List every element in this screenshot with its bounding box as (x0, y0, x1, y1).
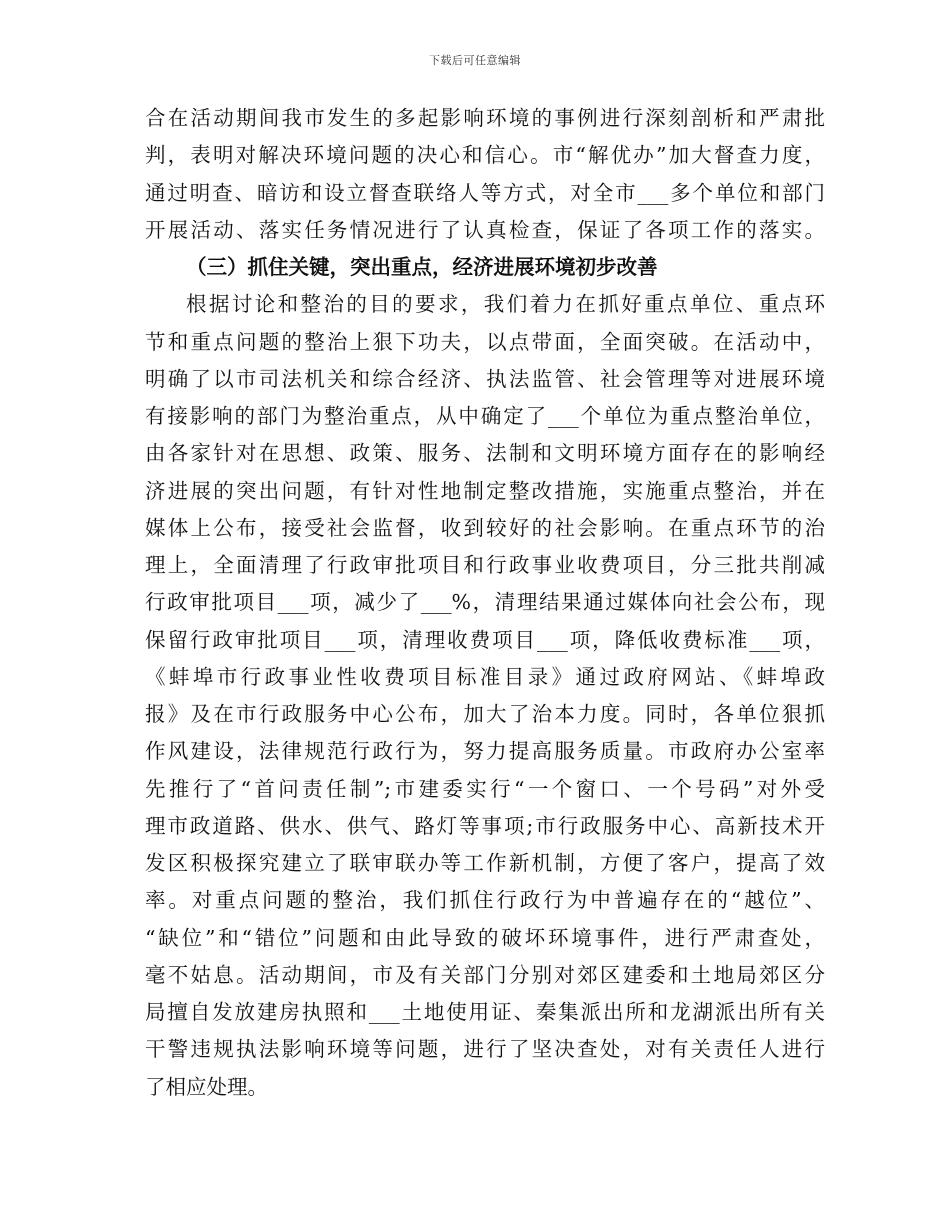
body-text-line: 报》及在市行政服务中心公布，加大了治本力度。同时，各单位狠抓 (145, 702, 825, 726)
body-text-line: 《蚌埠市行政事业性收费项目标准目录》通过政府网站、《蚌埠政 (145, 664, 825, 689)
body-text-line: 开展活动、落实任务情况进行了认真检查，保证了各项工作的落实。 (145, 217, 825, 242)
body-text-line: 毫不姑息。活动期间，市及有关部门分别对郊区建委和土地局郊区分 (145, 962, 825, 987)
body-text-line: 通过明查、暗访和设立督查联络人等方式，对全市___多个单位和部门 (145, 180, 825, 205)
body-text-line: 干警违规执法影响环境等问题，进行了坚决查处，对有关责任人进行 (145, 1037, 825, 1062)
body-text-line: 济进展的突出问题，有针对性地制定整改措施，实施重点整治，并在 (145, 478, 825, 503)
body-text-line: 媒体上公布，接受社会监督，收到较好的社会影响。在重点环节的治 (145, 515, 825, 540)
body-text-line: 了相应处理。 (145, 1074, 268, 1099)
body-text-line: 局擅自发放建房执照和___土地使用证、秦集派出所和龙湖派出所有关 (145, 1000, 825, 1024)
body-text-line: 先推行了“首问责任制”;市建委实行“一个窗口、一个号码”对外受 (145, 776, 825, 801)
body-text-line: 明确了以市司法机关和综合经济、执法监管、社会管理等对进展环境 (145, 366, 825, 391)
body-text-line: 理上，全面清理了行政审批项目和行政事业收费项目，分三批共削减 (145, 553, 825, 577)
body-text-line: “缺位”和“错位”问题和由此导致的破坏环境事件，进行严肃查处， (145, 925, 825, 950)
page-header-note: 下载后可任意编辑 (429, 54, 521, 67)
body-text-line: 合在活动期间我市发生的多起影响环境的事例进行深刻剖析和严肃批 (145, 106, 825, 130)
body-text-line: 率。对重点问题的整治，我们抓住行政行为中普遍存在的“越位”、 (145, 888, 825, 913)
body-text-line: 保留行政审批项目___项，清理收费项目___项，降低收费标准___项， (145, 627, 825, 652)
document-body (145, 100, 825, 1106)
section-heading: （三）抓住关键，突出重点，经济进展环境初步改善 (186, 255, 658, 279)
body-text-line: 发区积极探究建立了联审联办等工作新机制，方便了客户，提高了效 (145, 851, 825, 875)
body-text-line: 作风建设，法律规范行政行为，努力提高服务质量。市政府办公室率 (145, 739, 825, 764)
body-text-line: 节和重点问题的整治上狠下功夫，以点带面，全面突破。在活动中， (145, 329, 825, 354)
body-text-line: 行政审批项目___项，减少了___%，清理结果通过媒体向社会公布，现 (145, 590, 825, 615)
body-text-line: 理市政道路、供水、供气、路灯等事项;市行政服务中心、高新技术开 (145, 813, 825, 838)
body-text-line: 有接影响的部门为整治重点，从中确定了___个单位为重点整治单位， (145, 404, 825, 428)
body-text-line: 根据讨论和整治的目的要求，我们着力在抓好重点单位、重点环 (186, 292, 825, 317)
body-text-line: 由各家针对在思想、政策、服务、法制和文明环境方面存在的影响经 (145, 441, 825, 466)
body-text-line: 判，表明对解决环境问题的决心和信心。市“解优办”加大督查力度， (145, 143, 825, 168)
